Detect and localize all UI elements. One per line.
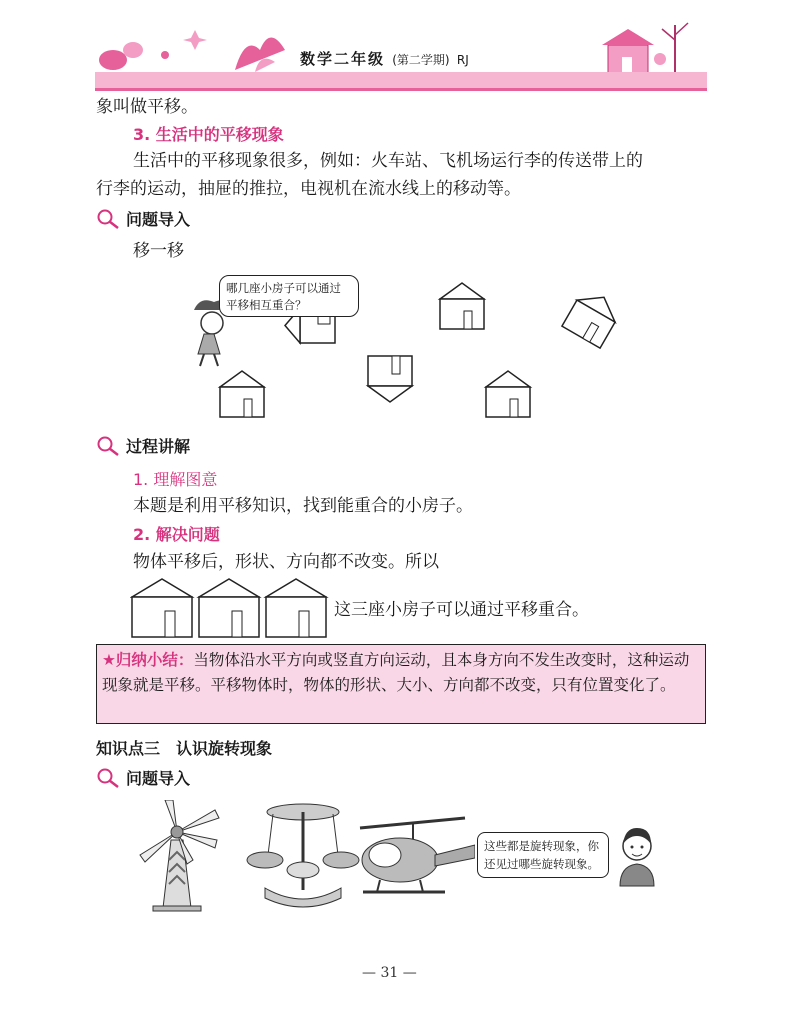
helicopter-figure (360, 818, 475, 892)
header-edition: RJ (456, 53, 469, 67)
magnifier-icon (96, 208, 122, 230)
house-upside-down (368, 356, 412, 402)
house-bottom-right (486, 371, 530, 417)
answer-house-1 (132, 579, 192, 637)
process-heading (96, 434, 190, 457)
question1-speech-bubble: 哪几座小房子可以通过平移相互重合？ (219, 275, 359, 317)
section3-heading: 3. 生活中的平移现象 (133, 125, 284, 144)
step2-text: 物体平移后，形状、方向都不改变。所以 (133, 552, 439, 572)
boy-figure (612, 826, 662, 892)
windmill-figure (140, 800, 219, 911)
house-bottom-left (220, 371, 264, 417)
step1-text: 本题是利用平移知识，找到能重合的小房子。 (133, 496, 473, 516)
question2-heading (96, 766, 190, 789)
three-houses (130, 578, 330, 644)
header-decoration-left (95, 20, 295, 79)
magnifier-icon (96, 435, 122, 457)
question2-speech-bubble: 这些都是旋转现象，你还见过哪些旋转现象。 (477, 832, 609, 878)
section3-line1: 生活中的平移现象很多，例如：火车站、飞机场运行李的传送带上的 (133, 151, 643, 171)
knowledge3-heading: 知识点三 认识旋转现象 (96, 739, 273, 758)
house-rotated-right (562, 286, 623, 348)
carousel-figure (247, 804, 359, 907)
answer-text: 这三座小房子可以通过平移重合。 (334, 600, 589, 620)
header-subtitle: (第二学期) (392, 53, 450, 67)
header-decoration-right (590, 15, 705, 79)
house-top (440, 283, 484, 329)
header-band (95, 72, 707, 88)
summary-text-block (102, 648, 702, 698)
page-number: — 31 — (362, 965, 417, 981)
magnifier-icon (96, 767, 122, 789)
step2-title: 2. 解决问题 (133, 525, 220, 544)
section3-line2: 行李的运动，抽屉的推拉，电视机在流水线上的移动等。 (96, 179, 521, 199)
summary-label: ★归纳小结： (102, 651, 194, 669)
question2-heading-text: 问题导入 (126, 769, 191, 788)
header-title (300, 48, 469, 69)
intro-line: 象叫做平移。 (96, 97, 198, 117)
step1-title: 1. 理解图意 (133, 470, 218, 489)
summary-text: 当物体沿水平方向或竖直方向运动，且本身方向不发生改变时，这种运动现象就是平移。平移物体时，物体的形状、大小、方向都不改变，只有位置变化了。 (102, 651, 690, 694)
question1-heading (96, 207, 190, 230)
rotation-illustration (135, 800, 475, 919)
answer-house-3 (266, 579, 326, 637)
question1-heading-text: 问题导入 (126, 210, 191, 229)
header-line (95, 88, 707, 91)
answer-house-2 (199, 579, 259, 637)
header-book-title: 数学二年级 (300, 50, 386, 68)
process-heading-text: 过程讲解 (126, 437, 191, 456)
question1-label: 移一移 (133, 241, 184, 261)
